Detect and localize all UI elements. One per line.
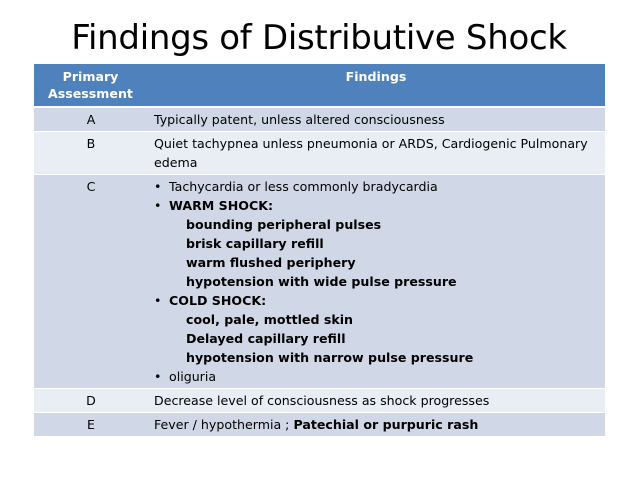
bullet-marker: • [154,179,162,194]
table-row [34,175,605,389]
row-findings [147,413,605,437]
bullet-item [154,367,599,386]
sub-item: cool, pale, mottled skin [186,312,354,327]
bullet-text: Tachycardia or less commonly bradycardia [169,179,438,194]
row-findings: Decrease level of consciousness as shock progresses [147,389,605,413]
row-findings: Quiet tachypnea unless pneumonia or ARDS, Cardiogenic Pulmonary edema [147,132,605,175]
table-row [34,132,605,175]
row-findings: Typically patent, unless altered consciousness [147,107,605,132]
bullet-text: oliguria [169,369,217,384]
sub-item: hypotension with narrow pulse pressure [186,350,474,365]
row-findings-plain: Fever / hypothermia ; [154,417,290,432]
bullet-marker: • [154,198,162,213]
bullet-item [154,196,599,215]
table-row [34,413,605,437]
row-findings [147,175,605,389]
sub-item: Delayed capillary refill [186,331,346,346]
header-primary-assessment: Primary Assessment [34,64,147,107]
row-key: C [34,175,147,389]
findings-table [34,64,605,436]
sub-item: hypotension with wide pulse pressure [186,274,457,289]
row-findings-bold: Patechial or purpuric rash [293,417,479,432]
bullet-item [154,291,599,310]
sub-item: brisk capillary refill [186,236,324,251]
table-header-row [34,64,605,107]
header-findings: Findings [147,64,605,107]
row-key: B [34,132,147,175]
sub-list-container [154,310,599,367]
sub-item: warm flushed periphery [186,255,356,270]
bullet-text: WARM SHOCK: [169,198,274,213]
row-key: E [34,413,147,437]
sub-list-container [154,215,599,291]
bullet-text: COLD SHOCK: [169,293,267,308]
row-key: D [34,389,147,413]
sub-item: bounding peripheral pulses [186,217,382,232]
warm-shock-sublist [154,215,599,291]
table-row [34,107,605,132]
bullet-list [154,177,599,386]
bullet-marker: • [154,293,162,308]
cold-shock-sublist [154,310,599,367]
table-row [34,389,605,413]
bullet-marker: • [154,369,162,384]
row-key: A [34,107,147,132]
bullet-item [154,177,599,196]
slide-title: Findings of Distributive Shock [71,18,567,58]
